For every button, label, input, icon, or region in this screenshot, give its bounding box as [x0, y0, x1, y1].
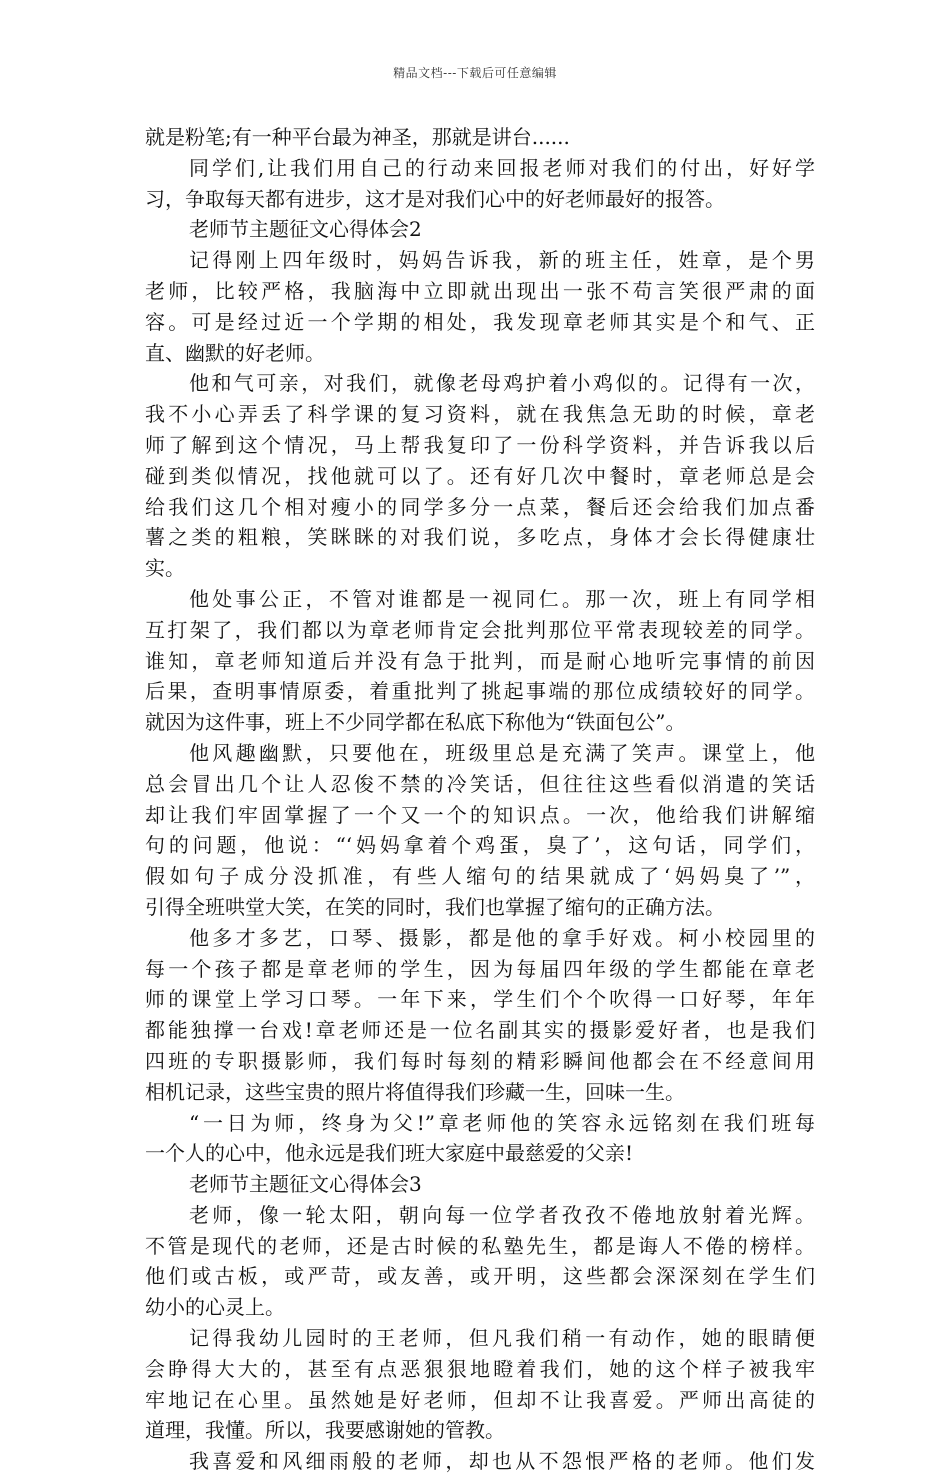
paragraph-line: 老师，像一轮太阳，朝向每一位学者孜孜不倦地放射着光辉。 — [189, 1202, 815, 1227]
paragraph-line: 牢地记在心里。虽然她是好老师，但却不让我喜爱。严师出高徒的 — [145, 1387, 815, 1412]
paragraph-line: 会睁得大大的，甚至有点恶狠狠地瞪着我们，她的这个样子被我牢 — [145, 1356, 815, 1381]
paragraph-line: 假如句子成分没抓准，有些人缩句的结果就成了‘妈妈臭了’”， — [145, 864, 815, 889]
paragraph-line: 他处事公正，不管对谁都是一视同仁。那一次，班上有同学相 — [189, 586, 815, 611]
paragraph-line: 他风趣幽默，只要他在，班级里总是充满了笑声。课堂上，他 — [189, 740, 815, 765]
paragraph-line: 都能独撑一台戏!章老师还是一位名副其实的摄影爱好者，也是我们 — [145, 1018, 815, 1043]
paragraph-line: 幼小的心灵上。 — [145, 1295, 285, 1320]
paragraph-line: 不管是现代的老师，还是古时候的私塾先生，都是诲人不倦的榜样。 — [145, 1233, 815, 1258]
paragraph-line: 他和气可亲，对我们，就像老母鸡护着小鸡似的。记得有一次， — [189, 371, 815, 396]
paragraph-line: 我不小心弄丢了科学课的复习资料，就在我焦急无助的时候，章老 — [145, 402, 815, 427]
paragraph-line: 师的课堂上学习口琴。一年下来，学生们个个吹得一口好琴，年年 — [145, 987, 815, 1012]
paragraph-line: 老师，比较严格，我脑海中立即就出现出一张不苟言笑很严肃的面 — [145, 278, 815, 303]
paragraph-line: 谁知，章老师知道后并没有急于批判，而是耐心地听完事情的前因 — [145, 648, 815, 673]
paragraph-line: 习，争取每天都有进步，这才是对我们心中的好老师最好的报答。 — [145, 186, 725, 211]
paragraph-line: 薯之类的粗粮，笑眯眯的对我们说，多吃点，身体才会长得健康壮 — [145, 525, 815, 550]
document-body — [145, 122, 815, 1477]
paragraph-line: “一日为师，终身为父!”章老师他的笑容永远铭刻在我们班每 — [189, 1110, 815, 1135]
paragraph-line: 却让我们牢固掌握了一个又一个的知识点。一次，他给我们讲解缩 — [145, 802, 815, 827]
paragraph-line: 记得刚上四年级时，妈妈告诉我，新的班主任，姓章，是个男 — [189, 248, 815, 273]
paragraph-line: 四班的专职摄影师，我们每时每刻的精彩瞬间他都会在不经意间用 — [145, 1048, 815, 1073]
paragraph-line: 引得全班哄堂大笑，在笑的同时，我们也掌握了缩句的正确方法。 — [145, 894, 725, 919]
paragraph-line: 一个人的心中，他永远是我们班大家庭中最慈爱的父亲! — [145, 1141, 634, 1166]
paragraph-line: 给我们这几个相对瘦小的同学多分一点菜，餐后还会给我们加点番 — [145, 494, 815, 519]
paragraph-line: 他多才多艺，口琴、摄影，都是他的拿手好戏。柯小校园里的 — [189, 925, 815, 950]
paragraph-line: 我喜爱和风细雨般的老师，却也从不怨恨严格的老师。他们发 — [189, 1449, 815, 1474]
paragraph-line: 记得我幼儿园时的王老师，但凡我们稍一有动作，她的眼睛便 — [189, 1326, 815, 1351]
section-heading: 老师节主题征文心得体会3 — [189, 1172, 422, 1197]
paragraph-line: 师了解到这个情况，马上帮我复印了一份科学资料，并告诉我以后 — [145, 432, 815, 457]
paragraph-line: 碰到类似情况，找他就可以了。还有好几次中餐时，章老师总是会 — [145, 463, 815, 488]
paragraph-line: 容。可是经过近一个学期的相处，我发现章老师其实是个和气、正 — [145, 309, 815, 334]
paragraph-line: 他们或古板，或严苛，或友善，或开明，这些都会深深刻在学生们 — [145, 1264, 815, 1289]
paragraph-line: 互打架了，我们都以为章老师肯定会批判那位平常表现较差的同学。 — [145, 617, 815, 642]
paragraph-line: 句的问题，他说：“‘妈妈拿着个鸡蛋，臭了’，这句话，同学们， — [145, 833, 815, 858]
paragraph-line: 同学们,让我们用自己的行动来回报老师对我们的付出，好好学 — [189, 155, 815, 180]
paragraph-line: 相机记录，这些宝贵的照片将值得我们珍藏一生，回味一生。 — [145, 1079, 685, 1104]
paragraph-line: 道理，我懂。所以，我要感谢她的管教。 — [145, 1418, 505, 1443]
paragraph-line: 每一个孩子都是章老师的学生，因为每届四年级的学生都能在章老 — [145, 956, 815, 981]
paragraph-line: 后果，查明事情原委，着重批判了挑起事端的那位成绩较好的同学。 — [145, 679, 815, 704]
paragraph-line: 总会冒出几个让人忍俊不禁的冷笑话，但往往这些看似消遣的笑话 — [145, 771, 815, 796]
paragraph-line: 实。 — [145, 556, 185, 581]
paragraph-line: 就因为这件事，班上不少同学都在私底下称他为“铁面包公”。 — [145, 710, 686, 735]
section-heading: 老师节主题征文心得体会2 — [189, 217, 422, 242]
paragraph-line: 直、幽默的好老师。 — [145, 340, 325, 365]
page-header: 精品文档---下载后可任意编辑 — [393, 66, 557, 80]
paragraph-line: 就是粉笔;有一种平台最为神圣，那就是讲台...... — [145, 125, 570, 149]
